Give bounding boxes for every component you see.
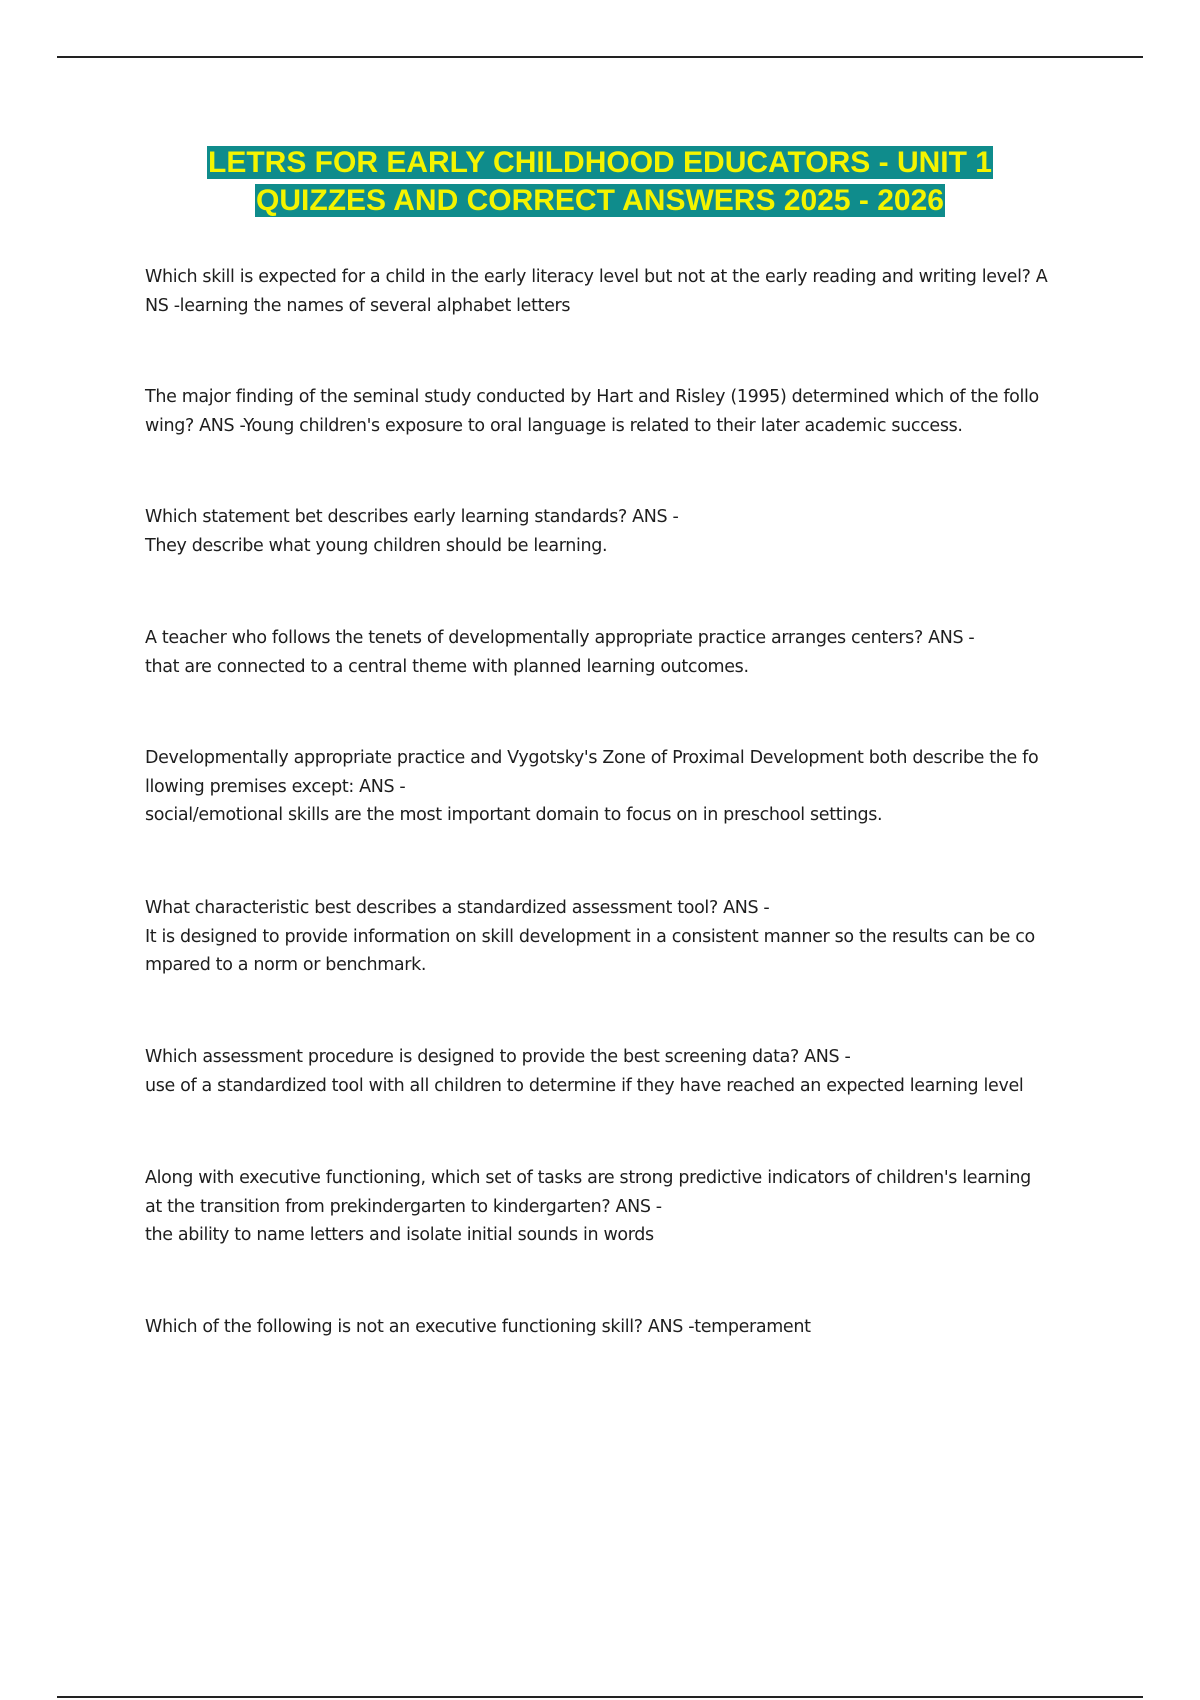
qa-line: Developmentally appropriate practice and Vygotsky's Zone of Proximal Development both describe the fo — [145, 748, 1039, 768]
qa-line: A teacher who follows the tenets of developmentally appropriate practice arranges centers? ANS - — [145, 628, 975, 648]
qa-line: that are connected to a central theme with planned learning outcomes. — [145, 656, 749, 677]
top-rule — [57, 56, 1143, 58]
qa-line: llowing premises except: ANS - — [145, 776, 406, 797]
qa-item-8 — [145, 1164, 1085, 1250]
qa-line: It is designed to provide information on skill development in a consistent manner so the results can be co — [145, 926, 1035, 947]
qa-line: Which of the following is not an executive functioning skill? ANS -temperament — [145, 1317, 811, 1337]
qa-item-6 — [145, 894, 1085, 980]
qa-item-4 — [145, 624, 1085, 681]
qa-item-2 — [145, 383, 1085, 440]
qa-line: wing? ANS -Young children's exposure to oral language is related to their later academic success. — [145, 415, 963, 436]
qa-line: at the transition from prekindergarten to kindergarten? ANS - — [145, 1196, 662, 1217]
qa-line: social/emotional skills are the most important domain to focus on in preschool settings. — [145, 805, 883, 825]
qa-line: Which statement bet describes early learning standards? ANS - — [145, 507, 679, 527]
qa-line: The major finding of the seminal study conducted by Hart and Risley (1995) determined which of the follo — [145, 387, 1039, 407]
qa-item-3 — [145, 503, 1085, 560]
qa-line: Along with executive functioning, which set of tasks are strong predictive indicators of children's learning — [145, 1168, 1031, 1188]
qa-line: NS -learning the names of several alphabet letters — [145, 295, 571, 316]
qa-line: Which assessment procedure is designed to provide the best screening data? ANS - — [145, 1047, 851, 1067]
qa-line: Which skill is expected for a child in the early literacy level but not at the early reading and writing level? A — [145, 267, 1048, 287]
bottom-rule — [57, 1696, 1143, 1698]
qa-item-9 — [145, 1313, 1085, 1342]
qa-item-5 — [145, 744, 1085, 830]
title-line-1: LETRS FOR EARLY CHILDHOOD EDUCATORS - UNIT 1 — [208, 146, 992, 179]
qa-line: They describe what young children should be learning. — [145, 535, 608, 556]
qa-line: mpared to a norm or benchmark. — [145, 955, 427, 975]
qa-line: What characteristic best describes a standardized assessment tool? ANS - — [145, 898, 770, 918]
qa-line: the ability to name letters and isolate initial sounds in words — [145, 1225, 654, 1245]
title-line-2: QUIZZES AND CORRECT ANSWERS 2025 - 2026 — [256, 184, 944, 217]
qa-item-1 — [145, 263, 1085, 320]
qa-item-7 — [145, 1043, 1085, 1100]
page-title — [60, 144, 1140, 220]
qa-line: use of a standardized tool with all children to determine if they have reached an expected learning level — [145, 1075, 1024, 1096]
